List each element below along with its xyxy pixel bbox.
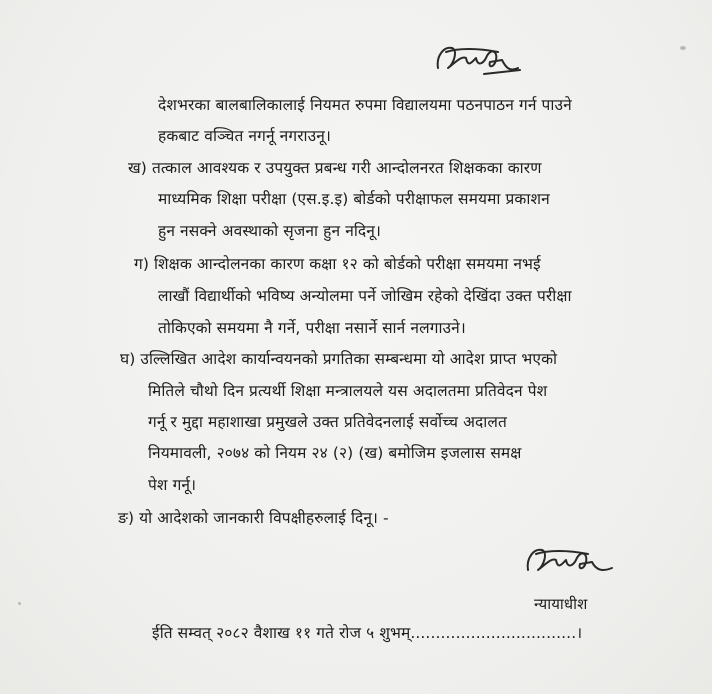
- signature-bottom: [520, 540, 616, 584]
- paper-speck: [680, 46, 686, 50]
- judge-label: न्यायाधीश: [534, 595, 588, 613]
- closing-line: ईति सम्वत् २०८२ वैशाख ११ गते रोज ५ शुभम्.................................।: [152, 624, 583, 642]
- item-gha-line-5: पेश गर्नू।: [148, 476, 197, 494]
- item-kha-line-2: माध्यमिक शिक्षा परीक्षा (एस.इ.इ) बोर्डको परीक्षाफल समयमा प्रकाशन: [158, 190, 550, 208]
- intro-line-1: देशभरका बालबालिकालाई नियमत रुपमा विद्यालयमा पठनपाठन गर्न पाउने: [158, 96, 572, 114]
- item-ga-line-1: ग) शिक्षक आन्दोलनका कारण कक्षा १२ को बोर्डको परीक्षा समयमा नभई: [134, 255, 541, 273]
- item-nga-line-1: ङ) यो आदेशको जानकारी विपक्षीहरुलाई दिनू। -: [118, 509, 389, 527]
- item-gha-line-4: नियमावली, २०७४ को नियम २४ (२) (ख) बमोजिम इजलास समक्ष: [148, 444, 522, 462]
- item-kha-line-1: ख) तत्काल आवश्यक र उपयुक्त प्रबन्ध गरी आन्दोलनरत शिक्षकका कारण: [128, 159, 542, 177]
- item-kha-line-3: हुन नसक्ने अवस्थाको सृजना हुन नदिनू।: [158, 222, 381, 240]
- signature-top: [428, 38, 524, 82]
- item-gha-line-2: मितिले चौथो दिन प्रत्यर्थी शिक्षा मन्त्रालयले यस अदालतमा प्रतिवेदन पेश: [148, 382, 548, 400]
- paper-speck: [18, 602, 21, 605]
- item-ga-line-3: तोकिएको समयमा नै गर्ने, परीक्षा नसार्ने सार्न नलगाउने।: [158, 319, 466, 337]
- intro-line-2: हकबाट वञ्चित नगर्नू नगराउनू।: [158, 127, 331, 145]
- item-gha-line-1: घ) उल्लिखित आदेश कार्यान्वयनको प्रगतिका सम्बन्धमा यो आदेश प्राप्त भएको: [120, 350, 558, 368]
- item-gha-line-3: गर्नू र मुद्दा महाशाखा प्रमुखले उक्त प्रतिवेदनलाई सर्वोच्च अदालत: [148, 413, 507, 431]
- item-ga-line-2: लाखौं विद्यार्थीको भविष्य अन्योलमा पर्ने जोखिम रहेको देखिंदा उक्त परीक्षा: [158, 287, 572, 305]
